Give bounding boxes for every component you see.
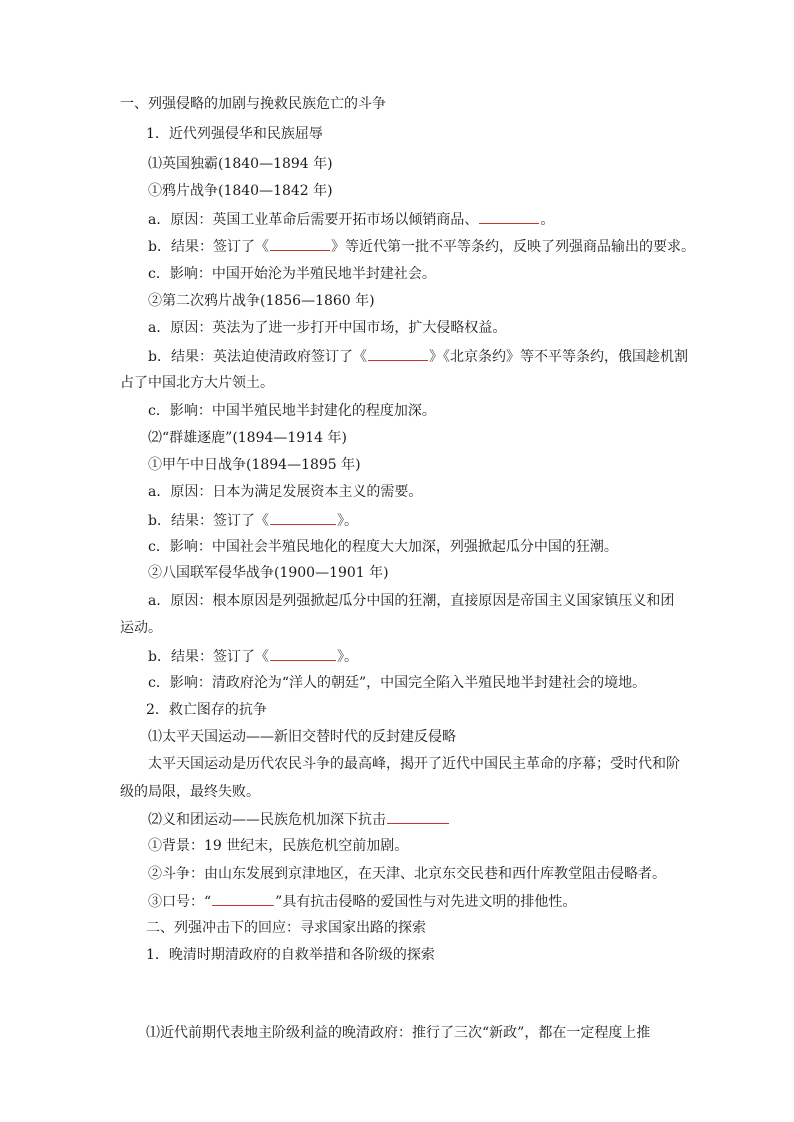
text-line: 占了中国北方大片领土。	[120, 375, 274, 391]
fill-in-blank[interactable]	[270, 236, 330, 251]
text-line	[148, 809, 718, 830]
subheading: ⑵“群雄逐鹿”(1894—1914 年)	[148, 430, 347, 446]
text-line: a．原因：英法为了进一步打开中国市场，扩大侵略权益。	[148, 320, 507, 336]
text-segment: ③口号：“	[148, 894, 212, 910]
war-title: ①甲午中日战争(1894—1895 年)	[148, 457, 361, 473]
text-line: c．影响：清政府沦为“洋人的朝廷”，中国完全陷入半殖民地半封建社会的境地。	[148, 675, 647, 691]
fill-in-blank[interactable]	[368, 346, 428, 361]
text-line: c．影响：中国开始沦为半殖民地半封建社会。	[148, 266, 436, 282]
fill-in-blank[interactable]	[387, 809, 449, 824]
text-line	[148, 891, 718, 912]
subheading: ⑴太平天国运动——新旧交替时代的反封建反侵略	[148, 729, 456, 745]
text-segment: 》。	[336, 649, 358, 665]
text-segment: b．结果：签订了《	[148, 649, 269, 665]
text-segment: a．原因：英国工业革命后需要开拓市场以倾销商品、	[148, 212, 479, 228]
text-line: c．影响：中国半殖民地半封建化的程度加深。	[148, 403, 436, 419]
fill-in-blank[interactable]	[270, 646, 336, 661]
text-line	[148, 346, 718, 367]
war-title: ②第二次鸦片战争(1856—1860 年)	[148, 293, 375, 309]
text-segment: ”具有抗击侵略的爱国性与对先进文明的排他性。	[275, 894, 577, 910]
war-title: ①鸦片战争(1840—1842 年)	[148, 183, 333, 199]
text-segment: 》。	[336, 513, 358, 529]
text-line: ⑴近代前期代表地主阶级利益的晚清政府：推行了三次“新政”，都在一定程度上推	[146, 1025, 651, 1041]
text-line	[148, 209, 718, 230]
text-line: a．原因：日本为满足发展资本主义的需要。	[148, 484, 423, 500]
text-line	[148, 646, 718, 667]
section-2-title: 二、列强冲击下的回应：寻求国家出路的探索	[146, 920, 426, 936]
subsection-heading: 1．近代列强侵华和民族屈辱	[146, 126, 323, 142]
text-segment: 》《北京条约》等不平等条约，俄国趁机割	[428, 349, 688, 365]
war-title: ②八国联军侵华战争(1900—1901 年)	[148, 565, 389, 581]
text-line	[148, 236, 718, 257]
fill-in-blank[interactable]	[479, 209, 539, 224]
subsection-heading: 1．晚清时期清政府的自救举措和各阶级的探索	[146, 947, 435, 963]
fill-in-blank[interactable]	[212, 891, 274, 906]
text-line: ②斗争：由山东发展到京津地区，在天津、北京东交民巷和西什库教堂阻击侵略者。	[148, 866, 666, 882]
text-line: c．影响：中国社会半殖民地化的程度大大加深，列强掀起瓜分中国的狂潮。	[148, 539, 618, 555]
subsection-heading: 2．救亡图存的抗争	[146, 702, 267, 718]
section-1-title: 一、列强侵略的加剧与挽救民族危亡的斗争	[120, 96, 386, 112]
text-line: 级的局限，最终失败。	[120, 784, 260, 800]
text-line	[148, 510, 718, 531]
text-segment: b．结果：签订了《	[148, 513, 269, 529]
text-line: 运动。	[120, 620, 162, 636]
text-line: ①背景：19 世纪末，民族危机空前加剧。	[148, 838, 409, 854]
subheading: ⑵义和团运动——民族危机加深下抗击	[148, 812, 386, 828]
text-line: a．原因：根本原因是列强掀起瓜分中国的狂潮，直接原因是帝国主义国家镇压义和团	[148, 593, 675, 609]
text-segment: b．结果：英法迫使清政府签订了《	[148, 349, 367, 365]
text-segment: 。	[540, 212, 555, 228]
text-segment: 》等近代第一批不平等条约，反映了列强商品输出的要求。	[330, 239, 695, 255]
subheading: ⑴英国独霸(1840—1894 年)	[148, 156, 333, 172]
fill-in-blank[interactable]	[270, 510, 336, 525]
text-segment: b．结果：签订了《	[148, 239, 269, 255]
text-line: 太平天国运动是历代农民斗争的最高峰，揭开了近代中国民主革命的序幕；受时代和阶	[148, 756, 680, 772]
